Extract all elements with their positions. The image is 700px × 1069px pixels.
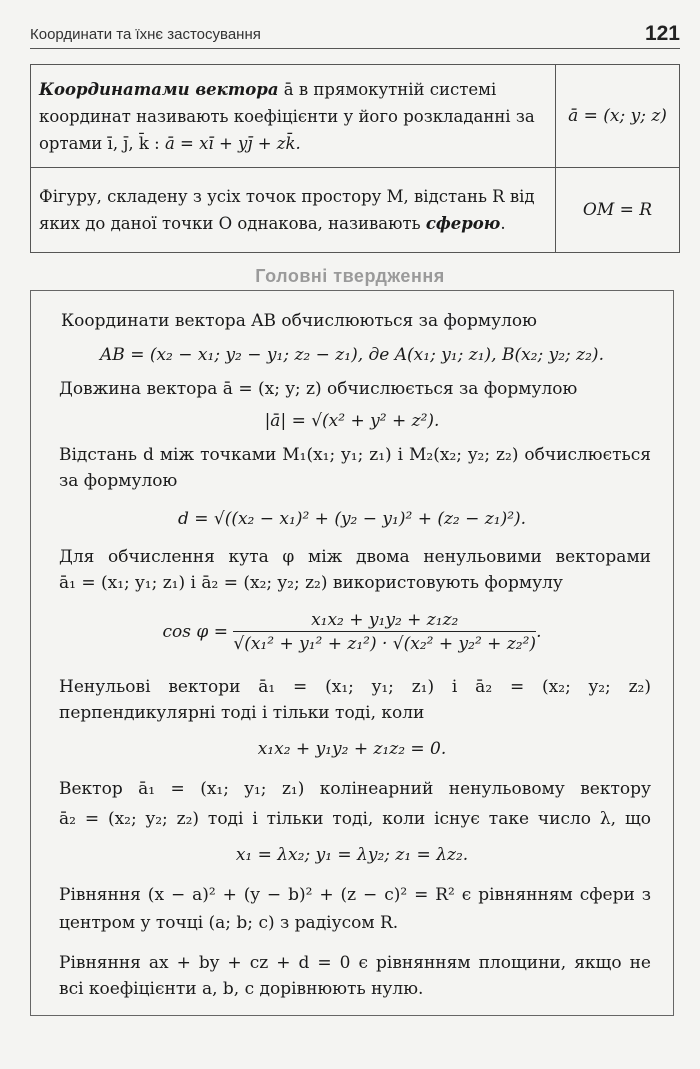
definition-body: Фігуру, складену з усіх точок простору M, відстань R від яких до даної точки O однакова, називають bbox=[39, 187, 535, 233]
statement-text: Рівняння (x − a)² + (y − b)² + (z − c)² = R² є рівнянням сфери з bbox=[59, 885, 651, 905]
definition-text: Фігуру, складену з усіх точок простору M, відстань R від яких до даної точки O однакова, називають сферою. bbox=[31, 168, 556, 253]
definition-body: ā в прямокутній системі координат називають коефіцієнти у його розкладанні за ортами ī, j̄, k̄ : bbox=[39, 79, 535, 153]
statement-text: Вектор ā₁ = (x₁; y₁; z₁) колінеарний ненульовому вектору bbox=[59, 779, 651, 799]
fraction bbox=[233, 609, 536, 656]
statement-text: Рівняння ax + by + cz + d = 0 є рівнянням площини, якщо не bbox=[59, 953, 651, 973]
formula-angle: cos φ = $\frac{\text{x₁x₂ + y₁y₂ + z₁z₂}}{\text{√(x₁² + y₁² + z₁²) · √(x₂² + y₂² + z₂²)}}$ . bbox=[162, 610, 542, 654]
statement-text: Ненульові вектори ā₁ = (x₁; y₁; z₁) і ā₂ = (x₂; y₂; z₂) bbox=[59, 677, 651, 697]
running-title: Координати та їхнє застосування bbox=[30, 26, 261, 43]
statement-text: Для обчислення кута φ між двома ненульовими векторами bbox=[59, 547, 651, 567]
formula-collinear: x₁ = λx₂; y₁ = λy₂; z₁ = λz₂. bbox=[235, 845, 469, 865]
section-title: Головні твердження bbox=[255, 266, 445, 286]
fraction-denominator: √(x₁² + y₁² + z₁²) · √(x₂² + y₂² + z₂²) bbox=[233, 634, 537, 654]
formula-vector-coordinates: AB = (x₂ − x₁; y₂ − y₁; z₂ − z₁), де A(x₁; y₁; z₁), B(x₂; y₂; z₂). bbox=[100, 345, 604, 365]
statement-text: Довжина вектора ā = (x; y; z) обчислюється за формулою bbox=[59, 379, 578, 399]
formula-distance: d = √((x₂ − x₁)² + (y₂ − y₁)² + (z₂ − z₁)²). bbox=[177, 509, 527, 529]
definition-row bbox=[31, 65, 680, 168]
defined-term: сферою bbox=[425, 214, 501, 233]
definition-text bbox=[31, 65, 556, 168]
formula-vector-length: |ā| = √(x² + y² + z²). bbox=[264, 411, 440, 431]
statement-text: всі коефіцієнти a, b, c дорівнюють нулю. bbox=[59, 979, 424, 999]
fraction-numerator: x₁x₂ + y₁y₂ + z₁z₂ bbox=[233, 609, 536, 632]
page-number: 121 bbox=[644, 22, 680, 45]
statement-text: Відстань d між точками M₁(x₁; y₁; z₁) і M₂(x₂; y₂; z₂) обчислюється bbox=[59, 445, 651, 465]
decomposition-formula: ā = xī + yj̄ + zk̄. bbox=[164, 133, 301, 153]
definition-formula: OM = R bbox=[556, 168, 680, 253]
statement-text: центром у точці (a; b; c) з радіусом R. bbox=[59, 913, 399, 933]
definition-row bbox=[31, 168, 680, 253]
statement-text: за формулою bbox=[59, 471, 178, 491]
statement-text: ā₂ = (x₂; y₂; z₂) тоді і тільки тоді, коли існує таке число λ, що bbox=[59, 809, 651, 829]
statement-text: перпендикулярні тоді і тільки тоді, коли bbox=[59, 703, 425, 723]
defined-term: Координатами вектора bbox=[39, 79, 279, 99]
formula-perpendicular: x₁x₂ + y₁y₂ + z₁z₂ = 0. bbox=[257, 739, 447, 759]
statement-text: Координати вектора AB обчислюються за формулою bbox=[61, 311, 537, 331]
definitions-table bbox=[30, 64, 680, 253]
statement-text: ā₁ = (x₁; y₁; z₁) і ā₂ = (x₂; y₂; z₂) використовують формулу bbox=[59, 573, 563, 593]
page-header bbox=[30, 22, 680, 49]
formula-lhs: cos φ = bbox=[162, 622, 228, 642]
statements-box bbox=[30, 290, 674, 1016]
definition-formula: ā = (x; y; z) bbox=[556, 65, 680, 168]
